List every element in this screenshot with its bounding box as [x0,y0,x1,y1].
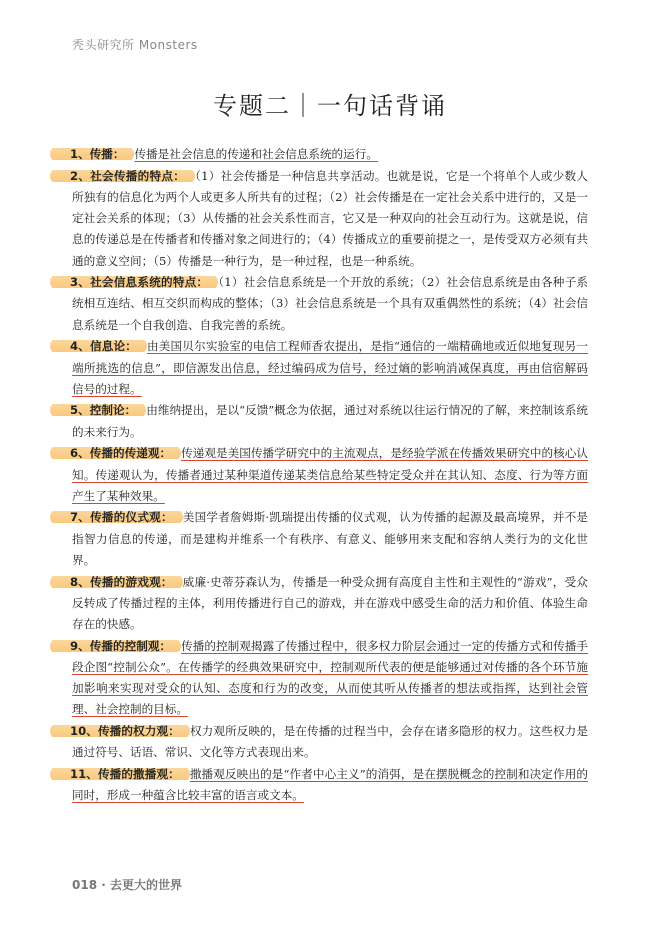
list-item [72,400,588,442]
page-title: 专题二｜一句话背诵 [213,92,447,120]
item-text: 威廉·史蒂芬森认为，传播是一种受众拥有高度自主性和主观性的“游戏”，受众反转成了传播过程的主体，利用传播进行自己的游戏，并在游戏中感受生命的活力和价值、体验生命存在的快感。 [72,574,588,631]
item-label: 3、社会信息系统的特点： [50,274,218,290]
item-label: 1、传播： [50,146,134,162]
list-item [72,572,588,636]
item-text: 传播的控制观揭露了传播过程中，很多权力阶层会通过一定的传播方式和传播手段企图“控制公众”。在传播学的经典效果研究中，控制观所代表的便是能够通过对传播的各个环节施加影响来实现对受众的认知、态度和行为的改变，从而使其听从传播者的想法或指挥，达到社会管理、社会控制的目标。 [72,638,588,717]
item-label: 10、传播的权力观： [50,723,190,739]
header-brand: 秃头研究所 Monsters [72,38,198,52]
item-text: 传播是社会信息的传递和社会信息系统的运行。 [134,147,378,161]
item-text: 撒播观反映出的是“作者中心主义”的消弭，是在摆脱概念的控制和决定作用的同时，形成一种蕴含比较丰富的语言或文本。 [72,766,588,803]
list-item [72,144,588,165]
list-item [72,336,588,400]
item-text: 美国学者詹姆斯·凯瑞提出传播的仪式观，认为传播的起源及最高境界，并不是指智力信息的传递，而是建构并维系一个有秩序、有意义、能够用来支配和容纳人类行为的文化世界。 [72,510,588,567]
list-item [72,166,588,272]
item-text: 权力观所反映的，是在传播的过程当中，会存在诸多隐形的权力。这些权力是通过符号、话语、常识、文化等方式表现出来。 [72,723,588,760]
item-label: 2、社会传播的特点： [50,168,195,184]
item-text: 传递观是美国传播学研究中的主流观点，是经验学派在传播效果研究中的核心认知。传递观认为，传播者通过某种渠道传递某类信息给某些特定受众并在其认知、态度、行为等方面产生了某种效果。 [72,446,588,503]
item-label: 7、传播的仪式观： [50,509,183,525]
item-text: 由美国贝尔实验室的电信工程师香农提出，是指“通信的一端精确地或近似地复现另一端所挑选的信息”，即信源发出信息，经过编码成为信号，经过熵的影响消减保真度，再由信宿解码信号的过程。 [72,339,588,396]
item-text: （1）社会信息系统是一个开放的系统；（2）社会信息系统是由各种子系统相互连结、相互交织而构成的整体；（3）社会信息系统是一个具有双重偶然性的系统；（4）社会信息系统是一个自我创造、自我完善的系统。 [72,275,588,332]
item-label: 6、传播的传递观： [50,445,181,461]
item-text: （1）社会传播是一种信息共享活动。也就是说，它是一个将单个人或少数人所独有的信息化为两个人或更多人所共有的过程；（2）社会传播是在一定社会关系中进行的，又是一定社会关系的体现；（3）从传播的社会关系性而言，它又是一种双向的社会互动行为。这就是说，信息的传递总是在传播者和传播对象之间进行的；（4）传播成立的重要前提之一，是传受双方必须有共通的意义空间；（5）传播是一种行为，是一种过程，也是一种系统。 [72,168,588,268]
list-item [72,443,588,507]
list-item [72,507,588,571]
item-text: 由维纳提出，是以“反馈”概念为依据，通过对系统以往运行情况的了解，来控制该系统的未来行为。 [72,403,589,439]
item-label: 9、传播的控制观： [50,638,181,654]
item-label: 4、信息论： [50,338,147,354]
content-list [72,144,588,806]
list-item [72,721,588,763]
list-item [72,636,588,721]
list-item [72,764,588,806]
list-item [72,272,588,336]
item-label: 11、传播的撒播观： [50,766,190,782]
item-label: 8、传播的游戏观： [50,574,183,590]
page-footer: 018 · 去更大的世界 [72,878,182,892]
item-label: 5、控制论： [50,402,146,418]
